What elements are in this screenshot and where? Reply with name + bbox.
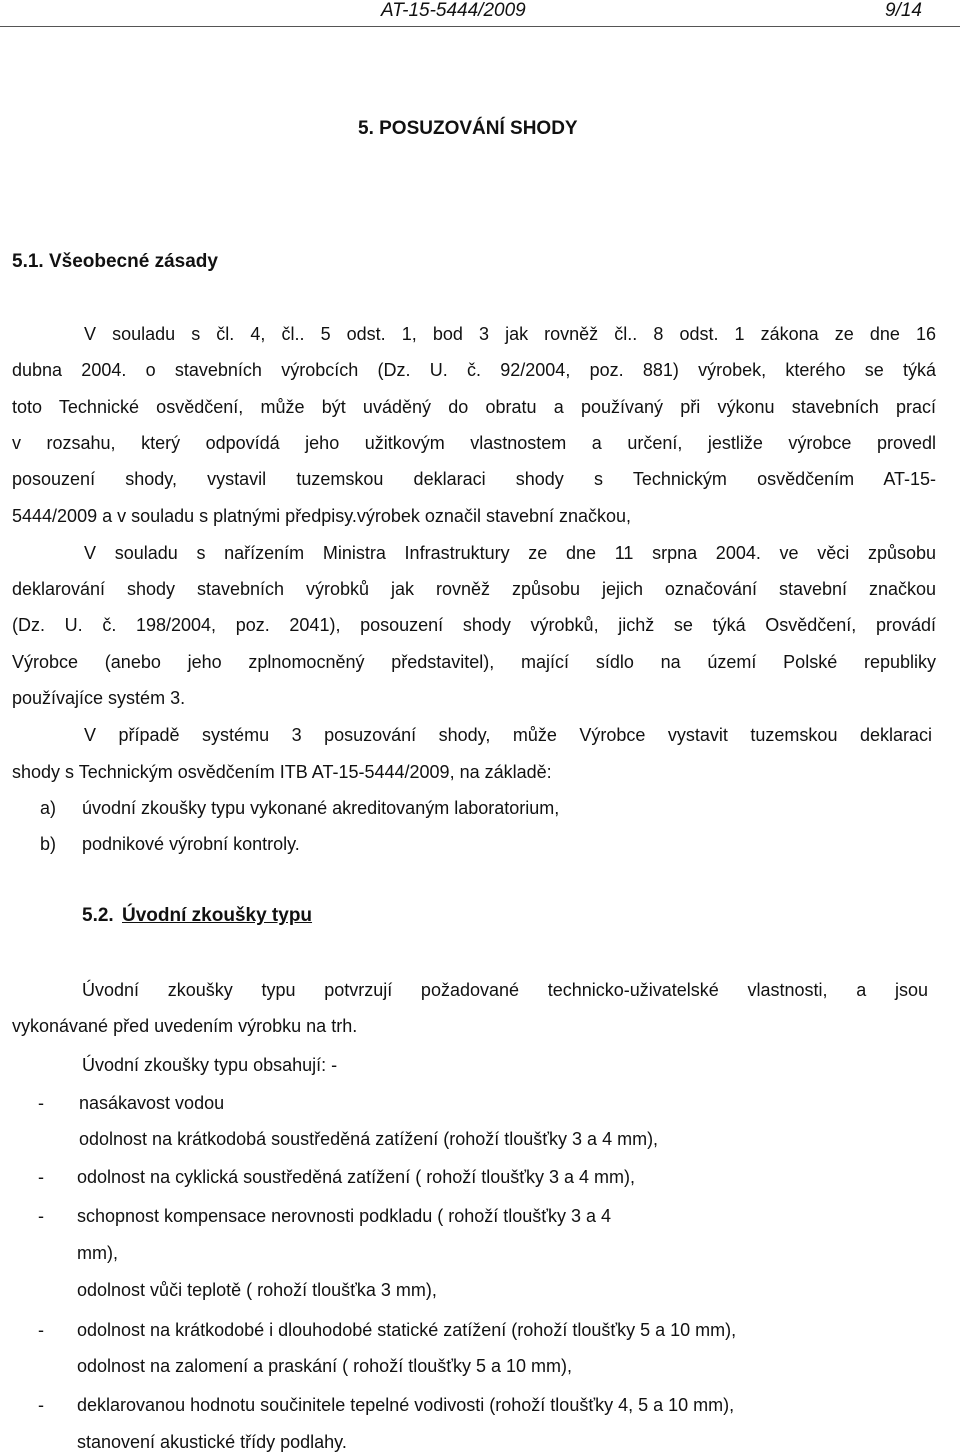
list-item: odolnost na cyklická soustředěná zatížení ( rohoží tloušťky 3 a 4 mm), bbox=[77, 1167, 636, 1187]
list-dash: - bbox=[38, 1206, 44, 1226]
list-label: b) bbox=[40, 834, 57, 854]
page-header bbox=[0, 0, 960, 27]
list-item: stanovení akustické třídy podlahy. bbox=[77, 1432, 347, 1452]
list-dash: - bbox=[38, 1395, 44, 1415]
list-item: odolnost na krátkodobá soustředěná zatížení (rohoží tloušťky 3 a 4 mm), bbox=[79, 1129, 659, 1149]
document-code: AT-15-5444/2009 bbox=[381, 0, 526, 21]
list-item: podnikové výrobní kontroly. bbox=[82, 834, 300, 854]
section-5-1-heading: 5.1. Všeobecné zásady bbox=[12, 251, 218, 272]
list-dash: - bbox=[38, 1093, 44, 1113]
paragraph-line: v rozsahu, který odpovídá jeho užitkovým vlastnostem a určení, jestliže výrobce provedl bbox=[12, 433, 936, 453]
paragraph-line: deklarování shody stavebních výrobků jak rovněž způsobu jejich označování stavební značkou bbox=[12, 579, 936, 599]
paragraph-line: Výrobce (anebo jeho zplnomocněný představitel), mající sídlo na území Polské republiky bbox=[12, 652, 936, 672]
list-item: deklarovanou hodnotu součinitele tepelné vodivosti (rohoží tloušťky 4, 5 a 10 mm), bbox=[77, 1395, 735, 1415]
list-item: nasákavost vodou bbox=[79, 1093, 225, 1113]
list-item: úvodní zkoušky typu vykonané akreditovaným laboratorium, bbox=[82, 798, 560, 818]
paragraph-line: dubna 2004. o stavebních výrobcích (Dz. U. č. 92/2004, poz. 881) výrobek, kterého se týká bbox=[12, 360, 936, 380]
paragraph-line: používajíce systém 3. bbox=[12, 688, 186, 708]
list-dash: - bbox=[38, 1320, 44, 1340]
list-item: odolnost na krátkodobé i dlouhodobé statické zatížení (rohoží tloušťky 5 a 10 mm), bbox=[77, 1320, 737, 1340]
paragraph-line: Úvodní zkoušky typu potvrzují požadované technicko-uživatelské vlastnosti, a jsou bbox=[82, 980, 928, 1000]
list-item: mm), bbox=[77, 1243, 118, 1263]
list-item: odolnost na zalomení a praskání ( rohoží tloušťky 5 a 10 mm), bbox=[77, 1356, 572, 1376]
paragraph-line: V případě systému 3 posuzování shody, může Výrobce vystavit tuzemskou deklaraci bbox=[84, 725, 932, 745]
list-item: schopnost kompensace nerovnosti podkladu ( rohoží tloušťky 3 a 4 bbox=[77, 1206, 612, 1226]
paragraph-line: posouzení shody, vystavil tuzemskou deklaraci shody s Technickým osvědčením AT-15- bbox=[12, 469, 936, 489]
list-label: a) bbox=[40, 798, 57, 818]
section-5-heading: 5. POSUZOVÁNÍ SHODY bbox=[358, 118, 578, 139]
list-item: odolnost vůči teplotě ( rohoží tloušťka 3 mm), bbox=[77, 1280, 437, 1300]
paragraph-line: toto Technické osvědčení, může být uváděný do obratu a používaný při výkonu stavebních prací bbox=[12, 397, 936, 417]
page-number: 9/14 bbox=[885, 0, 922, 21]
section-5-2-title: Úvodní zkoušky typu bbox=[122, 905, 313, 926]
section-5-2-number: 5.2. bbox=[82, 905, 114, 926]
paragraph-line: V souladu s čl. 4, čl.. 5 odst. 1, bod 3 jak rovněž čl.. 8 odst. 1 zákona ze dne 16 bbox=[84, 324, 936, 344]
list-dash: - bbox=[38, 1167, 44, 1187]
paragraph-line: vykonávané před uvedením výrobku na trh. bbox=[12, 1016, 358, 1036]
paragraph-line: V souladu s nařízením Ministra Infrastruktury ze dne 11 srpna 2004. ve věci způsobu bbox=[84, 543, 936, 563]
paragraph-line: (Dz. U. č. 198/2004, poz. 2041), posouzení shody výrobků, jichž se týká Osvědčení, provádí bbox=[12, 615, 936, 635]
paragraph-line: 5444/2009 a v souladu s platnými předpisy.výrobek označil stavební značkou, bbox=[12, 506, 632, 526]
paragraph-line: shody s Technickým osvědčením ITB AT-15-5444/2009, na základě: bbox=[12, 762, 552, 782]
tests-intro: Úvodní zkoušky typu obsahují: - bbox=[82, 1055, 338, 1075]
